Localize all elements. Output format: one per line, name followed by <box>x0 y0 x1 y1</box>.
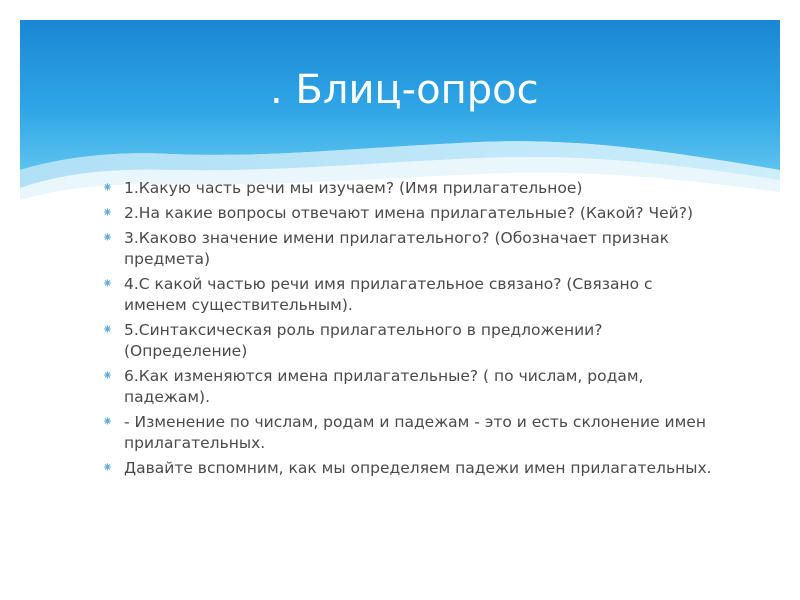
bullet-item-2 <box>102 203 712 224</box>
bullet-text-8: Давайте вспомним, как мы определяем падежи имен прилагательных. <box>124 459 712 477</box>
bullet-item-4 <box>102 274 712 316</box>
bullet-item-5 <box>102 320 712 362</box>
bullet-marker-icon: ⁕ <box>102 461 113 476</box>
bullet-text-2: 2.На какие вопросы отвечают имена прилагательные? (Какой? Чей?) <box>124 204 693 222</box>
slide-title: . Блиц-опрос <box>270 67 539 113</box>
bullet-item-6 <box>102 366 712 408</box>
bullet-text-4: 4.С какой частью речи имя прилагательное связано? (Связано с именем существительным). <box>124 275 653 314</box>
bullet-marker-icon: ⁕ <box>102 277 113 292</box>
bullet-list <box>102 178 712 483</box>
bullet-marker-icon: ⁕ <box>102 415 113 430</box>
bullet-item-1 <box>102 178 712 199</box>
bullet-text-3: 3.Каково значение имени прилагательного? (Обозначает признак предмета) <box>124 229 670 268</box>
bullet-text-1: 1.Какую часть речи мы изучаем? (Имя прилагательное) <box>124 179 583 197</box>
bullet-marker-icon: ⁕ <box>102 323 113 338</box>
bullet-text-5: 5.Синтаксическая роль прилагательного в предложении? (Определение) <box>124 321 603 360</box>
bullet-item-7 <box>102 412 712 454</box>
bullet-marker-icon: ⁕ <box>102 206 113 221</box>
bullet-text-7: - Изменение по числам, родам и падежам - это и есть склонение имен прилагательных. <box>124 413 706 452</box>
slide <box>20 20 780 590</box>
bullet-marker-icon: ⁕ <box>102 181 113 196</box>
bullet-text-6: 6.Как изменяются имена прилагательные? ( по числам, родам, падежам). <box>124 367 644 406</box>
bullet-marker-icon: ⁕ <box>102 231 113 246</box>
bullet-marker-icon: ⁕ <box>102 369 113 384</box>
bullet-item-3 <box>102 228 712 270</box>
bullet-item-8 <box>102 458 712 479</box>
